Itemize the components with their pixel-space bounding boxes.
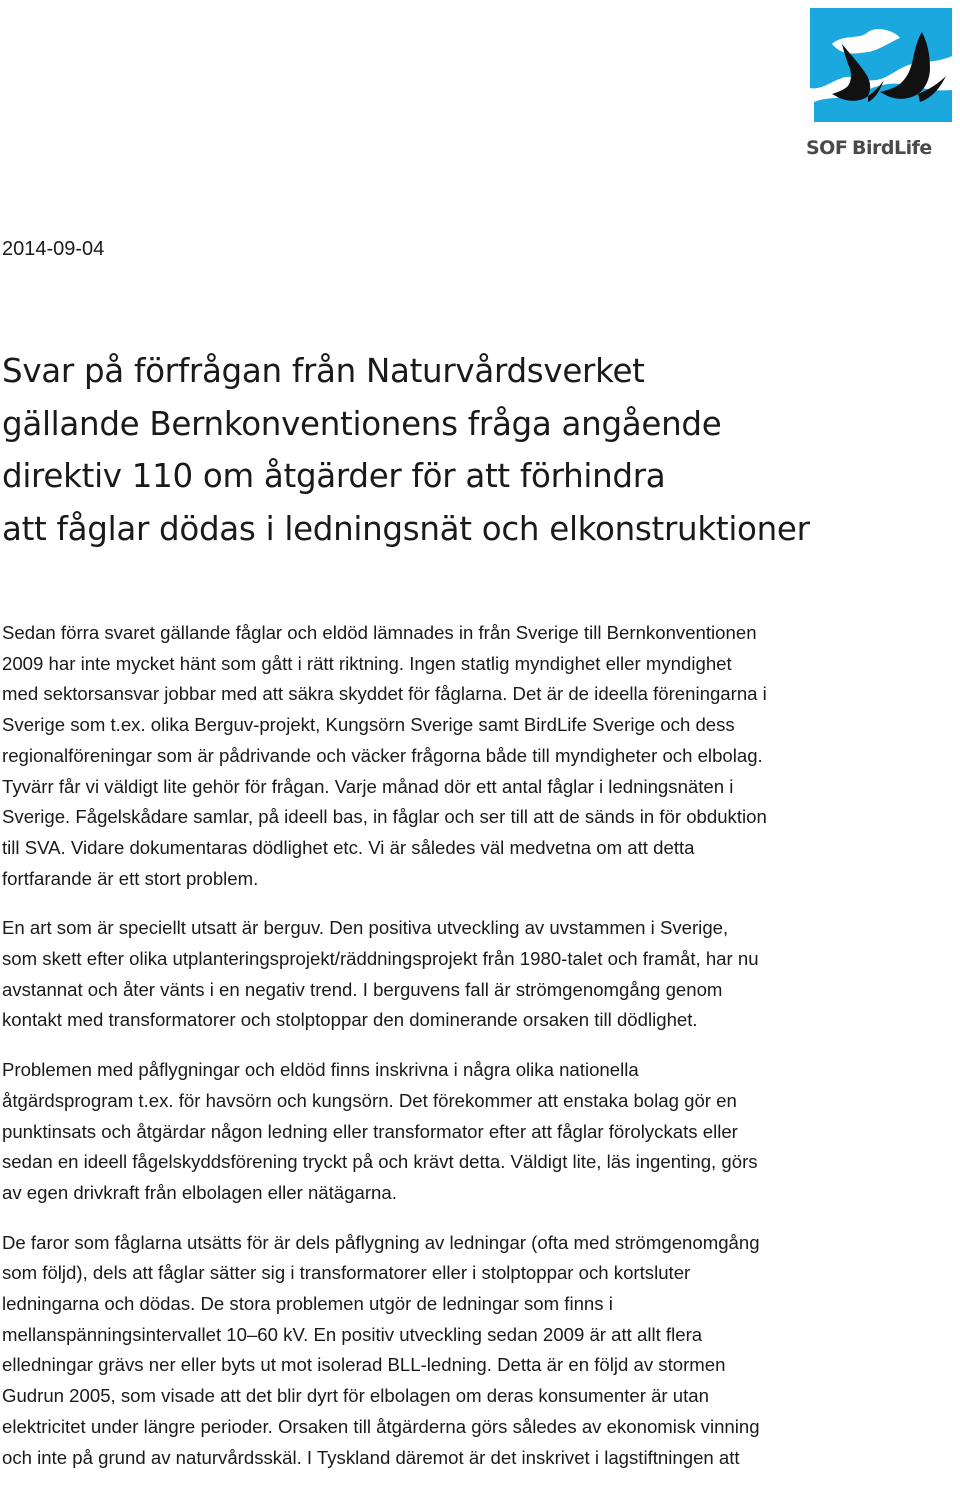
text-line: sedan en ideell fågelskyddsförening tryckt på och krävt detta. Väldigt lite, läs ingenting, görs (2, 1151, 758, 1173)
logo-text-birdlife: BirdLife (852, 137, 932, 159)
text-line: Sverige som t.ex. olika Berguv-projekt, Kungsörn Sverige samt BirdLife Sverige och dess (2, 714, 735, 736)
text-line: av egen drivkraft från elbolagen eller nätägarna. (2, 1181, 397, 1203)
logo-graphic (802, 4, 958, 160)
text-line: kontakt med transformatorer och stolptoppar den dominerande orsaken till dödlighet. (2, 1009, 698, 1031)
text-line: som skett efter olika utplanteringsprojekt/räddningsprojekt från 1980-talet och framåt, har nu (2, 948, 759, 970)
document-date: 2014-09-04 (2, 238, 105, 260)
paragraph-1 (2, 618, 960, 894)
text-line: och inte på grund av naturvårdsskäl. I Tyskland däremot är det inskrivet i lagstiftningen att (2, 1446, 740, 1468)
text-line: åtgärdsprogram t.ex. för havsörn och kungsörn. Det förekommer att enstaka bolag gör en (2, 1089, 737, 1111)
title-line: gällande Bernkonventionens fråga angående (2, 404, 722, 443)
logo-sky-shape (810, 8, 952, 88)
text-line: med sektorsansvar jobbar med att säkra skyddet för fåglarna. Det är de ideella föreningarna i (2, 683, 767, 705)
document-title (2, 345, 952, 555)
text-line: som följd), dels att fåglar sätter sig i transformatorer eller i stolptoppar och kortsluter (2, 1262, 691, 1284)
sof-birdlife-logo (802, 4, 958, 160)
title-line: direktiv 110 om åtgärder för att förhindra (2, 457, 666, 495)
logo-text-sof: SOF (806, 137, 848, 159)
text-line: En art som är speciellt utsatt är berguv. Den positiva utveckling av uvstammen i Sverige, (2, 917, 729, 939)
text-line: Tyvärr får vi väldigt lite gehör för frågan. Varje månad dör ett antal fåglar i ledningsnäten i (2, 775, 734, 797)
paragraph-3 (2, 1055, 960, 1209)
text-line: elektricitet under längre perioder. Orsaken till åtgärderna görs således av ekonomisk vinning (2, 1415, 760, 1437)
text-line: ledningarna och dödas. De stora problemen utgör de ledningar som finns i (2, 1293, 613, 1315)
text-line: punktinsats och åtgärdar någon ledning eller transformator efter att fåglar förolyckats eller (2, 1120, 738, 1142)
text-line: till SVA. Vidare dokumentaras dödlighet etc. Vi är således väl medvetna om att detta (2, 836, 695, 858)
text-line: Sverige. Fågelskådare samlar, på ideell bas, in fåglar och ser till att de sänds in för obduktion (2, 806, 767, 828)
text-line: mellanspänningsintervallet 10–60 kV. En positiv utveckling sedan 2009 är att allt flera (2, 1323, 703, 1345)
text-line: Problemen med påflygningar och eldöd finns inskrivna i några olika nationella (2, 1059, 639, 1081)
paragraph-2 (2, 913, 960, 1036)
title-line: att fåglar dödas i ledningsnät och elkonstruktioner (2, 509, 810, 548)
text-line: avstannat och åter vänts i en negativ trend. I berguvens fall är strömgenomgång genom (2, 978, 723, 1000)
title-line: Svar på förfrågan från Naturvårdsverket (2, 352, 645, 390)
text-line: elledningar grävs ner eller byts ut mot isolerad BLL-ledning. Detta är en följd av stormen (2, 1354, 726, 1376)
paragraph-4 (2, 1228, 960, 1474)
text-line: 2009 har inte mycket hänt som gått i rätt riktning. Ingen statlig myndighet eller myndighet (2, 652, 732, 674)
text-line: Sedan förra svaret gällande fåglar och eldöd lämnades in från Sverige till Bernkonventionen (2, 622, 757, 643)
text-line: regionalföreningar som är pådrivande och väcker frågorna både till myndigheter och elbolag. (2, 744, 763, 766)
text-line: Gudrun 2005, som visade att det blir dyrt för elbolagen om deras konsumenter är utan (2, 1385, 709, 1407)
text-line: fortfarande är ett stort problem. (2, 867, 259, 889)
document-body (2, 618, 960, 1492)
text-line: De faror som fåglarna utsätts för är dels påflygning av ledningar (ofta med strömgenomgång (2, 1231, 760, 1253)
